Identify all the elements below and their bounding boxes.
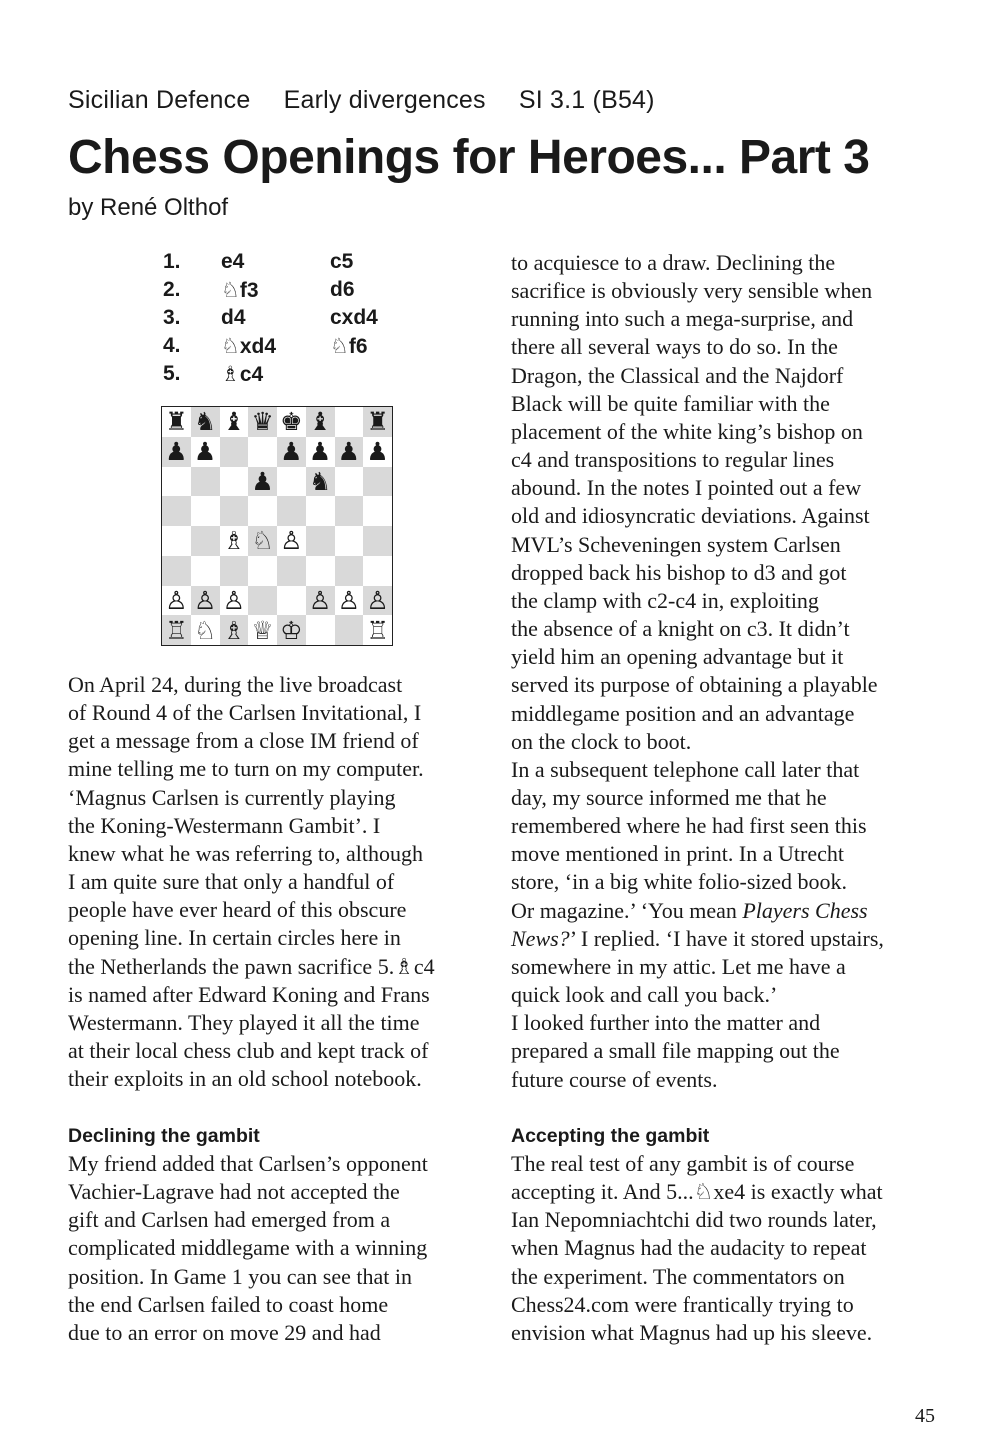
board-square-piece: ♖ bbox=[363, 615, 392, 645]
text-line: people have ever heard of this obscure bbox=[68, 897, 407, 923]
text-line: knew what he was referring to, although bbox=[68, 840, 423, 866]
board-square-piece: ♙ bbox=[306, 586, 335, 616]
white-move: e4 bbox=[221, 250, 245, 273]
text-line: On April 24, during the live broadcast bbox=[68, 672, 403, 697]
board-square-piece: ♕ bbox=[248, 615, 277, 645]
magazine-line-suffix: ’ I replied. ‘I have it stored upstairs, bbox=[569, 925, 884, 951]
text-line: complicated middlegame with a winning bbox=[68, 1235, 428, 1261]
board-square bbox=[277, 556, 306, 586]
right-paragraph-3 bbox=[511, 1009, 931, 1093]
right-paragraph-2-lines bbox=[511, 757, 867, 895]
board-square bbox=[220, 467, 249, 497]
text-line: their exploits in an old school notebook. bbox=[68, 1066, 422, 1092]
board-square bbox=[363, 526, 392, 556]
text-line: I looked further into the matter and bbox=[511, 1010, 821, 1036]
text-line: the Netherlands the pawn sacrifice 5.♗c4 bbox=[68, 953, 435, 979]
black-move: d6 bbox=[330, 278, 355, 301]
board-square bbox=[335, 496, 364, 526]
board-square-piece: ♟ bbox=[162, 437, 191, 467]
board-square bbox=[306, 526, 335, 556]
board-square-piece: ♚ bbox=[277, 407, 306, 437]
text-line: store, ‘in a big white folio-sized book. bbox=[511, 869, 848, 895]
board-square bbox=[191, 467, 220, 497]
text-line: the clamp with c2-c4 in, exploiting bbox=[511, 587, 819, 613]
board-square-piece: ♟ bbox=[335, 437, 364, 467]
board-square-piece: ♗ bbox=[220, 526, 249, 556]
text-line: opening line. In certain circles here in bbox=[68, 925, 401, 951]
text-line: get a message from a close IM friend of bbox=[68, 728, 419, 754]
board-square-piece: ♙ bbox=[162, 586, 191, 616]
board-square bbox=[162, 467, 191, 497]
move-number: 3. bbox=[163, 306, 181, 329]
text-line: there all several ways to do so. In the bbox=[511, 334, 838, 360]
board-square bbox=[363, 496, 392, 526]
board-square-piece: ♘ bbox=[248, 526, 277, 556]
board-square bbox=[220, 556, 249, 586]
black-move: ♘f6 bbox=[330, 335, 368, 358]
byline: by René Olthof bbox=[68, 194, 229, 221]
text-line: MVL’s Scheveningen system Carlsen bbox=[511, 531, 841, 557]
board-square bbox=[248, 496, 277, 526]
text-line: quick look and call you back.’ bbox=[511, 982, 778, 1008]
board-square-piece: ♖ bbox=[162, 615, 191, 645]
black-move: c5 bbox=[330, 250, 354, 273]
board-square bbox=[248, 437, 277, 467]
text-line: abound. In the notes I pointed out a few bbox=[511, 475, 862, 501]
board-square-piece: ♜ bbox=[363, 407, 392, 437]
text-line: dropped back his bishop to d3 and got bbox=[511, 559, 847, 585]
text-line: position. In Game 1 you can see that in bbox=[68, 1263, 412, 1289]
board-square-piece: ♘ bbox=[191, 615, 220, 645]
text-line: the absence of a knight on c3. It didn’t bbox=[511, 616, 850, 642]
text-line: I am quite sure that only a handful of bbox=[68, 869, 395, 895]
text-line: somewhere in my attic. Let me have a bbox=[511, 953, 846, 979]
text-line: placement of the white king’s bishop on bbox=[511, 418, 863, 444]
board-square bbox=[306, 615, 335, 645]
magazine-title-cont: News? bbox=[511, 925, 570, 951]
board-square-piece: ♝ bbox=[220, 407, 249, 437]
text-line: Westermann. They played it all the time bbox=[68, 1009, 420, 1035]
board-square bbox=[162, 556, 191, 586]
right-paragraph-2-end bbox=[511, 954, 846, 1007]
board-square bbox=[248, 586, 277, 616]
left-column bbox=[68, 671, 488, 1093]
board-square bbox=[277, 467, 306, 497]
header-subcategory: Early divergences bbox=[283, 86, 486, 114]
right-section bbox=[511, 1122, 931, 1347]
article-title: Chess Openings for Heroes... Part 3 bbox=[68, 131, 870, 184]
text-line: the end Carlsen failed to coast home bbox=[68, 1291, 389, 1317]
board-square-piece: ♙ bbox=[335, 586, 364, 616]
text-line: on the clock to boot. bbox=[511, 728, 692, 754]
text-line: ‘Magnus Carlsen is currently playing bbox=[68, 784, 396, 810]
accepting-paragraph bbox=[511, 1150, 931, 1347]
text-line: middlegame position and an advantage bbox=[511, 700, 855, 726]
text-line: the Koning-Westermann Gambit’. I bbox=[68, 812, 381, 838]
board-square bbox=[335, 526, 364, 556]
board-square bbox=[191, 496, 220, 526]
text-line: yield him an opening advantage but it bbox=[511, 644, 844, 670]
text-line: due to an error on move 29 and had bbox=[68, 1319, 381, 1345]
text-line: the experiment. The commentators on bbox=[511, 1263, 845, 1289]
text-line: of Round 4 of the Carlsen Invitational, I bbox=[68, 700, 422, 726]
board-square-piece: ♙ bbox=[277, 526, 306, 556]
section-heading-accepting: Accepting the gambit bbox=[511, 1125, 710, 1147]
text-line: sacrifice is obviously very sensible when bbox=[511, 278, 873, 304]
board-square-piece: ♟ bbox=[248, 467, 277, 497]
magazine-line-prefix: Or magazine.’ ‘You mean bbox=[511, 897, 743, 923]
board-square bbox=[363, 467, 392, 497]
board-square-piece: ♜ bbox=[162, 407, 191, 437]
board-square-piece: ♙ bbox=[220, 586, 249, 616]
text-line: prepared a small file mapping out the bbox=[511, 1038, 840, 1064]
board-square bbox=[162, 496, 191, 526]
move-number: 4. bbox=[163, 334, 181, 357]
board-square-piece: ♙ bbox=[191, 586, 220, 616]
text-line: is named after Edward Koning and Frans bbox=[68, 981, 430, 1007]
board-square bbox=[277, 496, 306, 526]
text-line: at their local chess club and kept track of bbox=[68, 1038, 429, 1064]
section-heading-declining: Declining the gambit bbox=[68, 1125, 260, 1147]
header-code: SI 3.1 (B54) bbox=[518, 86, 655, 114]
text-line: to acquiesce to a draw. Declining the bbox=[511, 250, 836, 275]
magazine-title: Players Chess bbox=[742, 897, 868, 923]
board-square-piece: ♟ bbox=[363, 437, 392, 467]
text-line: move mentioned in print. In a Utrecht bbox=[511, 841, 844, 867]
board-square bbox=[191, 526, 220, 556]
text-line: Dragon, the Classical and the Najdorf bbox=[511, 362, 844, 388]
text-line: mine telling me to turn on my computer. bbox=[68, 756, 424, 782]
text-line: gift and Carlsen had emerged from a bbox=[68, 1207, 391, 1233]
board-square bbox=[335, 615, 364, 645]
board-square-piece: ♙ bbox=[363, 586, 392, 616]
declining-paragraph bbox=[68, 1150, 488, 1347]
board-square-piece: ♞ bbox=[191, 407, 220, 437]
section-header bbox=[68, 86, 681, 115]
move-number: 2. bbox=[163, 278, 181, 301]
board-square-piece: ♛ bbox=[248, 407, 277, 437]
board-square-piece: ♟ bbox=[306, 437, 335, 467]
text-line: envision what Magnus had up his sleeve. bbox=[511, 1319, 873, 1345]
board-square bbox=[220, 496, 249, 526]
text-line: In a subsequent telephone call later that bbox=[511, 756, 860, 782]
header-category: Sicilian Defence bbox=[68, 86, 251, 114]
right-column bbox=[511, 249, 931, 1094]
text-line: Black will be quite familiar with the bbox=[511, 390, 830, 416]
black-move: cxd4 bbox=[330, 306, 378, 329]
text-line: Chess24.com were frantically trying to bbox=[511, 1291, 854, 1317]
text-line: old and idiosyncratic deviations. Against bbox=[511, 503, 870, 529]
text-line: accepting it. And 5...♘xe4 is exactly what bbox=[511, 1179, 883, 1205]
move-number: 5. bbox=[163, 362, 181, 385]
board-square bbox=[363, 556, 392, 586]
board-square bbox=[335, 556, 364, 586]
text-line: day, my source informed me that he bbox=[511, 784, 827, 810]
text-line: c4 and transpositions to regular lines bbox=[511, 447, 835, 473]
intro-paragraph bbox=[68, 671, 488, 1093]
left-section bbox=[68, 1122, 488, 1347]
text-line: The real test of any gambit is of course bbox=[511, 1151, 855, 1176]
move-number: 1. bbox=[163, 250, 181, 273]
board-square bbox=[162, 526, 191, 556]
white-move: ♗c4 bbox=[221, 363, 264, 386]
board-square bbox=[335, 407, 364, 437]
board-square-piece: ♞ bbox=[306, 467, 335, 497]
board-square-piece: ♝ bbox=[306, 407, 335, 437]
board-square bbox=[248, 556, 277, 586]
board-square-piece: ♗ bbox=[220, 615, 249, 645]
white-move: ♘f3 bbox=[221, 279, 259, 302]
right-paragraph-2 bbox=[511, 756, 931, 1009]
board-square-piece: ♟ bbox=[191, 437, 220, 467]
text-line: remembered where he had first seen this bbox=[511, 813, 867, 839]
text-line: My friend added that Carlsen’s opponent bbox=[68, 1151, 428, 1176]
page-number: 45 bbox=[915, 1405, 935, 1427]
board-square bbox=[220, 437, 249, 467]
text-line: when Magnus had the audacity to repeat bbox=[511, 1235, 867, 1261]
board-square bbox=[306, 556, 335, 586]
board-square bbox=[277, 586, 306, 616]
text-line: future course of events. bbox=[511, 1066, 718, 1092]
chess-board-diagram bbox=[161, 406, 393, 646]
board-square bbox=[306, 496, 335, 526]
text-line: Ian Nepomniachtchi did two rounds later, bbox=[511, 1207, 877, 1233]
white-move: d4 bbox=[221, 306, 246, 329]
text-line: served its purpose of obtaining a playable bbox=[511, 672, 878, 698]
right-paragraph-1 bbox=[511, 249, 931, 756]
text-line: running into such a mega-surprise, and bbox=[511, 306, 854, 332]
text-line: Vachier-Lagrave had not accepted the bbox=[68, 1179, 400, 1205]
board-square-piece: ♟ bbox=[277, 437, 306, 467]
white-move: ♘xd4 bbox=[221, 335, 277, 358]
board-square-piece: ♔ bbox=[277, 615, 306, 645]
board-square bbox=[191, 556, 220, 586]
board-square bbox=[335, 467, 364, 497]
